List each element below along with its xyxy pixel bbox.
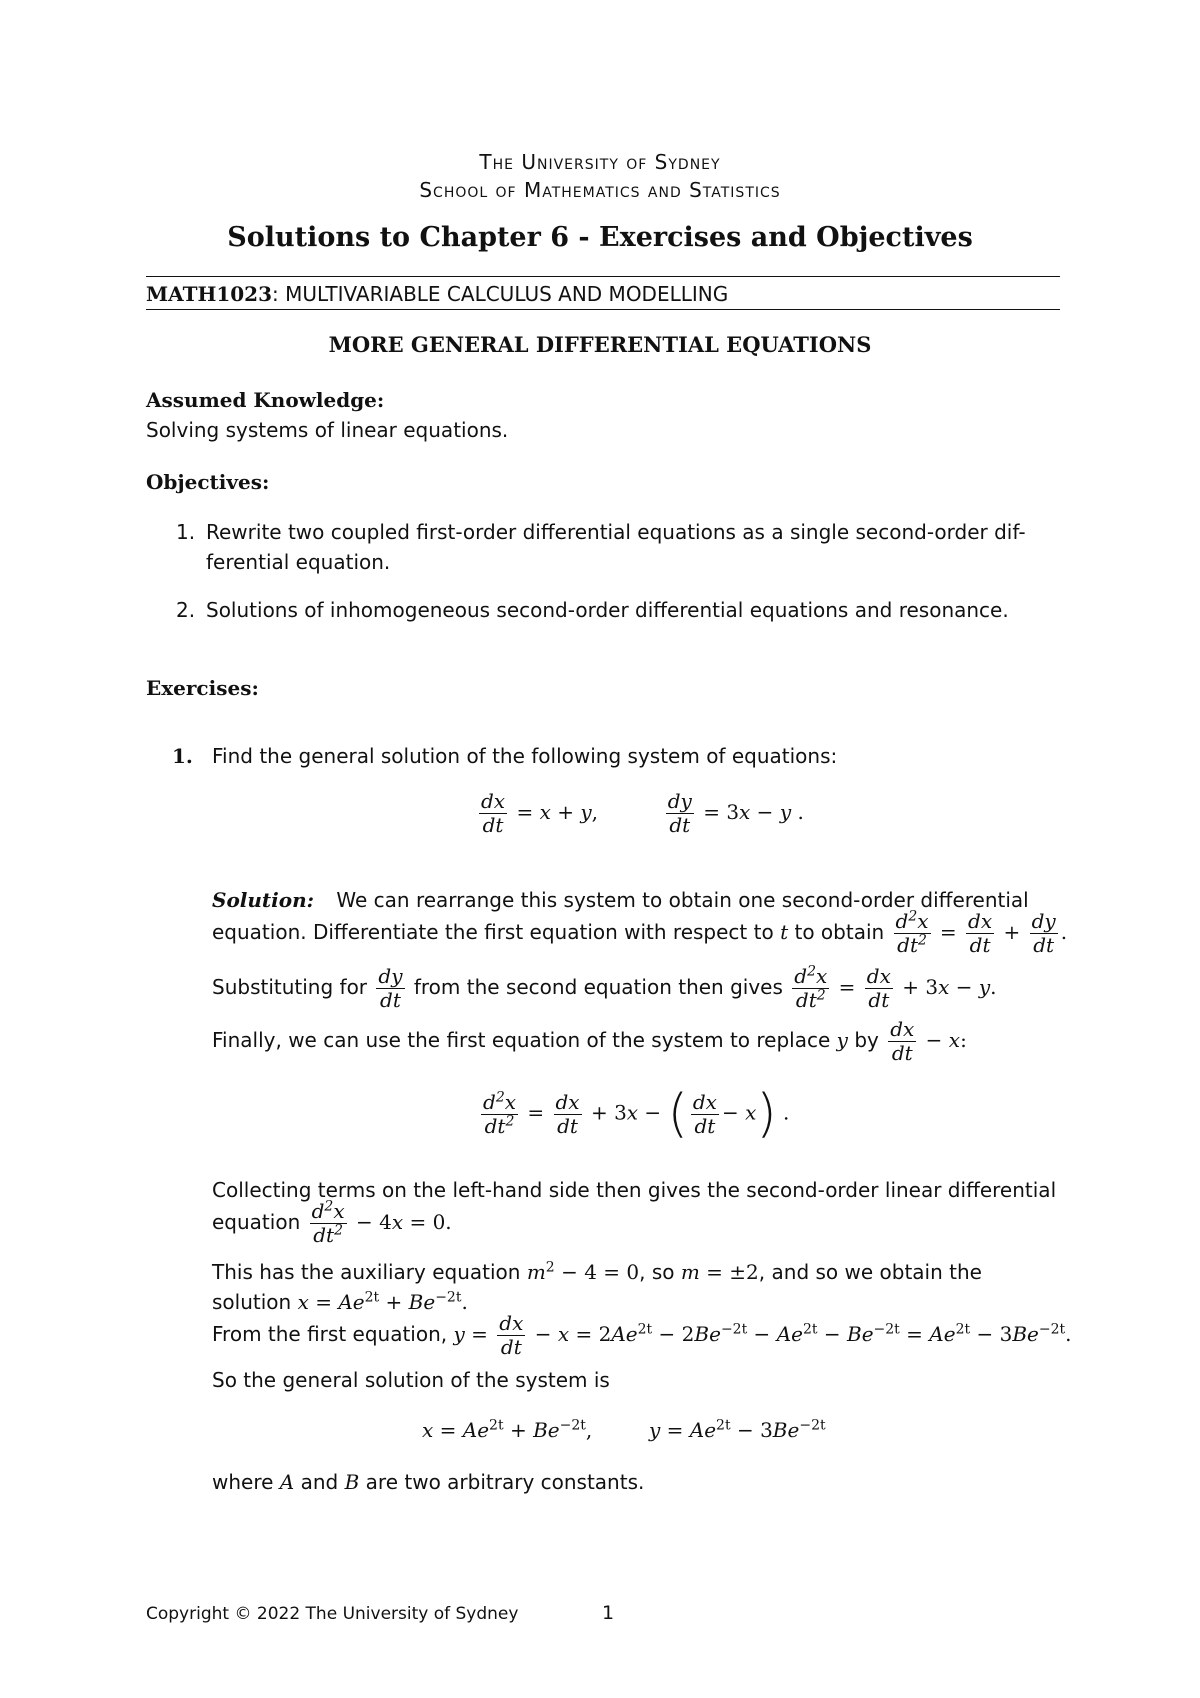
- university-name: The University of Sydney: [479, 150, 721, 174]
- solution-text-8: solution: [212, 1290, 292, 1314]
- solution-line-8: solution $x = Ae^{2t} + Be^{-2t}$.: [212, 1289, 468, 1314]
- solution-text-2b: to obtain: [794, 920, 885, 944]
- solution-text-11c: are two arbitrary constants.: [365, 1470, 645, 1494]
- solution-text-3a: Substituting for: [212, 975, 368, 999]
- copyright-notice: Copyright © 2022 The University of Sydney: [146, 1604, 519, 1624]
- course-code: MATH1023: [146, 282, 273, 306]
- solution-text-3b: from the second equation then gives: [413, 975, 783, 999]
- title-rule-top: [146, 276, 1060, 277]
- solution-line-11: where A and B are two arbitrary constants.: [212, 1470, 645, 1494]
- solution-text-7a: This has the auxiliary equation: [212, 1260, 521, 1284]
- objectives-heading: Objectives:: [146, 470, 270, 494]
- assumed-heading: Assumed Knowledge:: [146, 388, 385, 412]
- solution-line-7: This has the auxiliary equation $m^2 - 4 = 0$, so m = ±2, and so we obtain the: [212, 1259, 982, 1284]
- objective-2-num: 2.: [176, 598, 196, 622]
- solution-text-7c: , and so we obtain the: [758, 1260, 982, 1284]
- exercises-heading: Exercises:: [146, 676, 259, 700]
- solution-text-2: equation. Differentiate the first equation with respect to: [212, 920, 774, 944]
- equation-system: $\frac{dx}{dt}$ = x + y, $\frac{dy}{dt}$ = 3x − y .: [481, 789, 804, 837]
- school-name: School of Mathematics and Statistics: [419, 178, 781, 202]
- solution-text-11b: and: [300, 1470, 339, 1494]
- objective-1-line1: Rewrite two coupled first-order differential equations as a single second-order dif-: [206, 520, 1026, 544]
- title-rule-bottom: [146, 309, 1060, 310]
- solution-text-1: We can rearrange this system to obtain one second-order differential: [336, 888, 1029, 912]
- question-1-text: Find the general solution of the following system of equations:: [212, 744, 838, 768]
- solution-line-4: Finally, we can use the first equation of the system to replace y by $\frac{dx}{dt}$ − x:: [212, 1017, 967, 1065]
- solution-line-2: equation. Differentiate the first equation with respect to t to obtain $\frac{d^2x}{dt^2}$ = $\frac{dx}{dt}$ + $\frac{dy}{dt}$ .: [212, 908, 1068, 957]
- solution-line-6: equation $\frac{d^2x}{dt^2}$ − 4x = 0.: [212, 1198, 452, 1247]
- page-number: 1: [602, 1602, 615, 1624]
- solution-text-9: From the first equation,: [212, 1322, 448, 1346]
- objective-1-line2: ferential equation.: [206, 550, 391, 574]
- solution-text-4a: Finally, we can use the first equation of the system to replace: [212, 1028, 831, 1052]
- solution-text-11a: where: [212, 1470, 274, 1494]
- solution-line-5: Collecting terms on the left-hand side then gives the second-order linear differential: [212, 1178, 1057, 1202]
- course-name: : MULTIVARIABLE CALCULUS AND MODELLING: [272, 282, 729, 306]
- solution-text-7b: , so: [639, 1260, 675, 1284]
- question-1-number: 1.: [172, 744, 193, 768]
- solution-line-3: Substituting for $\frac{dy}{dt}$ from the second equation then gives $\frac{d^2x}{dt^2}$ = $\frac{dx}{dt}$ + 3x − y.: [212, 963, 997, 1012]
- display-equation-1: $\frac{d^2x}{dt^2}$ = $\frac{dx}{dt}$ + 3x − ( $\frac{dx}{dt}$ − x) .: [483, 1084, 790, 1144]
- solution-text-6: equation: [212, 1210, 301, 1234]
- display-equation-2: $x = Ae^{2t} + Be^{-2t}$, $y = Ae^{2t} - 3Be^{-2t}$: [422, 1417, 826, 1442]
- course-line: [146, 282, 728, 306]
- topic-title: MORE GENERAL DIFFERENTIAL EQUATIONS: [328, 332, 872, 357]
- solution-line-10: So the general solution of the system is: [212, 1368, 610, 1392]
- solution-label: Solution:: [212, 888, 315, 912]
- solution-text-4b: by: [854, 1028, 879, 1052]
- assumed-text: Solving systems of linear equations.: [146, 418, 509, 442]
- page-title: Solutions to Chapter 6 - Exercises and Objectives: [227, 222, 973, 253]
- objective-1-num: 1.: [176, 520, 196, 544]
- solution-line-9: From the first equation, y = $\frac{dx}{dt}$ − $x = 2Ae^{2t} - 2Be^{-2t} - Ae^{2t} - Be^{-2t} = Ae^{2t} - 3Be^{-2t}$.: [212, 1311, 1072, 1359]
- objective-2-line1: Solutions of inhomogeneous second-order differential equations and resonance.: [206, 598, 1009, 622]
